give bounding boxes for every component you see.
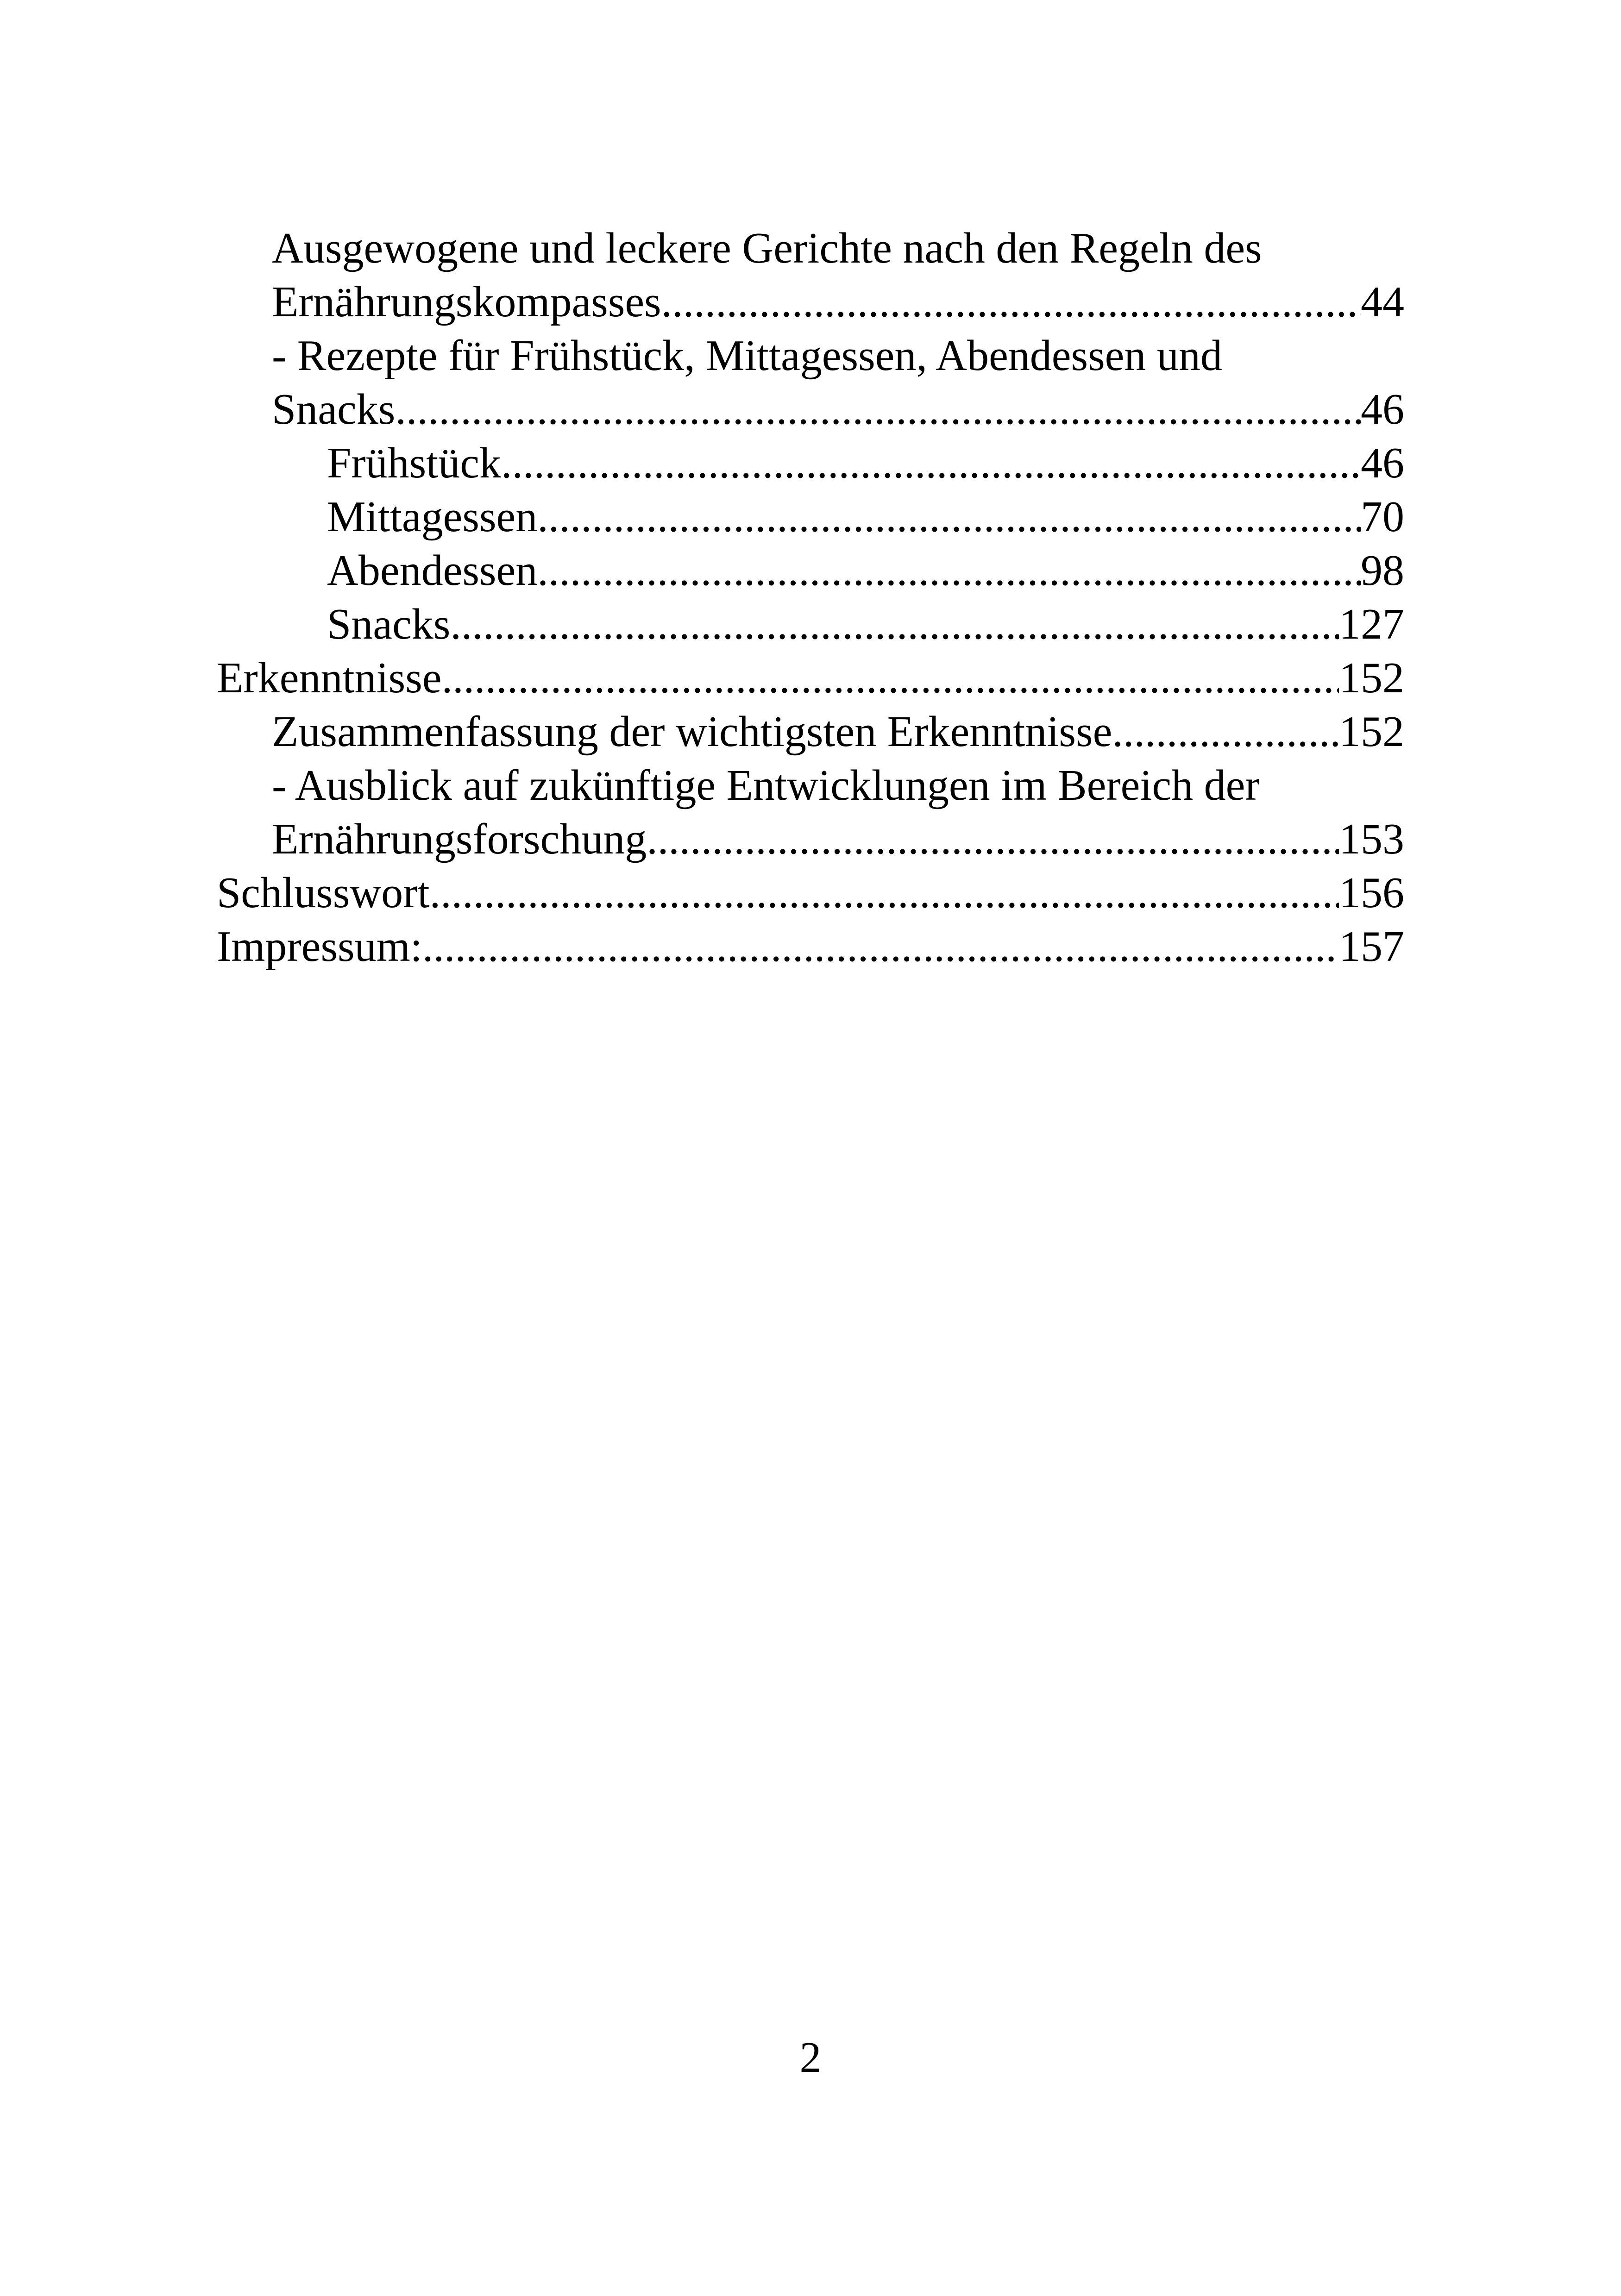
toc-entry-page: 152 [1339, 654, 1404, 702]
toc-entry-ausgewogene-gerichte[interactable] [217, 221, 1404, 329]
dot-leader [1112, 705, 1339, 759]
dot-leader [442, 651, 1339, 705]
toc-entry-title: Frühstück [327, 439, 501, 487]
toc-entry-first-line: - Ausblick auf zukünftige Entwicklungen im Bereich der [272, 761, 1260, 809]
toc-entry-abendessen[interactable] [217, 544, 1404, 597]
toc-entry-title: Mittagessen [327, 493, 538, 541]
table-of-contents [217, 221, 1404, 973]
toc-entry-title: Schlusswort [217, 869, 430, 917]
dot-leader [422, 920, 1339, 973]
dot-leader [450, 597, 1339, 651]
toc-entry-title: Snacks [272, 385, 396, 433]
toc-entry-schlusswort[interactable] [217, 866, 1404, 920]
toc-entry-page: 46 [1361, 439, 1404, 487]
toc-entry-erkenntnisse[interactable] [217, 651, 1404, 705]
toc-entry-title: Erkenntnisse [217, 654, 442, 702]
dot-leader [661, 275, 1361, 329]
toc-entry-title: Abendessen [327, 546, 538, 595]
toc-entry-rezepte[interactable] [217, 329, 1404, 436]
toc-entry-page: 127 [1339, 600, 1404, 648]
toc-entry-impressum[interactable] [217, 920, 1404, 973]
dot-leader [430, 866, 1339, 920]
toc-entry-title: Ernährungskompasses [272, 278, 661, 326]
toc-entry-page: 44 [1361, 278, 1404, 326]
toc-entry-page: 152 [1339, 708, 1404, 756]
dot-leader [537, 544, 1361, 597]
toc-entry-fruehstueck[interactable] [217, 436, 1404, 490]
toc-entry-title: Zusammenfassung der wichtigsten Erkenntnisse [272, 708, 1112, 756]
dot-leader [647, 812, 1339, 866]
toc-entry-first-line: Ausgewogene und leckere Gerichte nach den Regeln des [272, 224, 1262, 272]
toc-entry-title: Snacks [327, 600, 451, 648]
dot-leader [501, 436, 1361, 490]
toc-entry-page: 98 [1361, 546, 1404, 595]
toc-entry-zusammenfassung[interactable] [217, 705, 1404, 759]
dot-leader [395, 383, 1361, 436]
dot-leader [537, 490, 1361, 544]
toc-entry-title: Ernährungsforschung [272, 815, 647, 863]
toc-entry-page: 156 [1339, 869, 1404, 917]
toc-entry-page: 46 [1361, 385, 1404, 433]
toc-entry-mittagessen[interactable] [217, 490, 1404, 544]
toc-entry-ausblick[interactable] [217, 759, 1404, 866]
toc-entry-snacks[interactable] [217, 597, 1404, 651]
page-number: 2 [799, 2033, 822, 2082]
toc-entry-page: 70 [1361, 493, 1404, 541]
toc-entry-page: 157 [1339, 922, 1404, 971]
toc-entry-first-line: - Rezepte für Frühstück, Mittagessen, Abendessen und [272, 332, 1222, 380]
toc-entry-page: 153 [1339, 815, 1404, 863]
toc-entry-title: Impressum: [217, 922, 422, 971]
